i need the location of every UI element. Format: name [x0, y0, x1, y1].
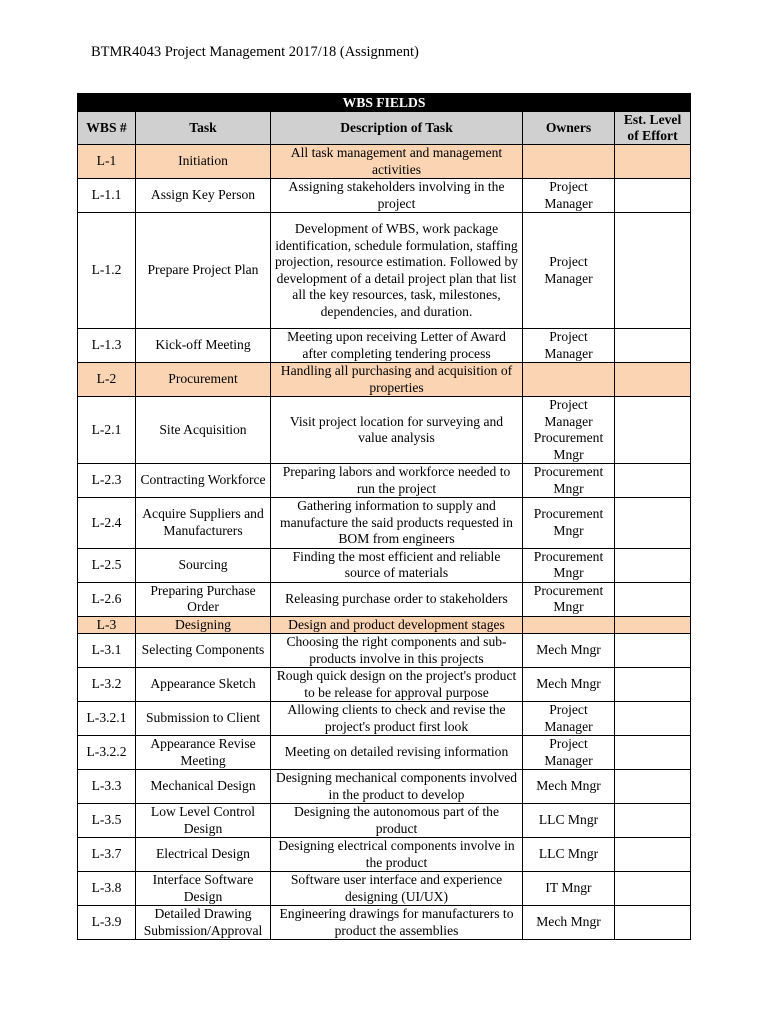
cell-task: Appearance Revise Meeting [136, 736, 271, 770]
table-row [78, 397, 691, 464]
cell-effort [615, 872, 691, 906]
cell-owners: Project Manager [523, 736, 615, 770]
column-header-wbs: WBS # [78, 112, 136, 145]
wbs-table [77, 93, 691, 940]
cell-wbs-number: L-1 [78, 145, 136, 179]
cell-description: Assigning stakeholders involving in the project [271, 179, 523, 213]
cell-owners [523, 145, 615, 179]
cell-task: Electrical Design [136, 838, 271, 872]
cell-task: Site Acquisition [136, 397, 271, 464]
column-header-description: Description of Task [271, 112, 523, 145]
table-row [78, 872, 691, 906]
cell-wbs-number: L-2.6 [78, 582, 136, 616]
table-row [78, 464, 691, 498]
cell-effort [615, 582, 691, 616]
cell-task: Appearance Sketch [136, 668, 271, 702]
document-header: BTMR4043 Project Management 2017/18 (Assignment) [91, 44, 419, 60]
cell-wbs-number: L-1.3 [78, 329, 136, 363]
cell-task: Prepare Project Plan [136, 213, 271, 329]
cell-owners: Project Manager Procurement Mngr [523, 397, 615, 464]
cell-effort [615, 213, 691, 329]
table-row [78, 329, 691, 363]
cell-owners: Project Manager [523, 179, 615, 213]
cell-task: Contracting Workforce [136, 464, 271, 498]
cell-owners: Mech Mngr [523, 668, 615, 702]
cell-owners: Procurement Mngr [523, 582, 615, 616]
cell-description: Handling all purchasing and acquisition of properties [271, 363, 523, 397]
cell-task: Assign Key Person [136, 179, 271, 213]
cell-description: Rough quick design on the project's product to be release for approval purpose [271, 668, 523, 702]
cell-task: Interface Software Design [136, 872, 271, 906]
cell-owners: LLC Mngr [523, 838, 615, 872]
cell-effort [615, 668, 691, 702]
cell-owners: IT Mngr [523, 872, 615, 906]
cell-owners: Mech Mngr [523, 906, 615, 940]
table-row [78, 213, 691, 329]
cell-effort [615, 702, 691, 736]
cell-wbs-number: L-2.4 [78, 498, 136, 549]
cell-wbs-number: L-3.9 [78, 906, 136, 940]
cell-task: Procurement [136, 363, 271, 397]
cell-description: Releasing purchase order to stakeholders [271, 582, 523, 616]
cell-owners: Mech Mngr [523, 634, 615, 668]
cell-effort [615, 145, 691, 179]
table-row [78, 736, 691, 770]
cell-description: Choosing the right components and sub-products involve in this projects [271, 634, 523, 668]
cell-effort [615, 464, 691, 498]
cell-owners [523, 363, 615, 397]
cell-wbs-number: L-3.3 [78, 770, 136, 804]
cell-effort [615, 179, 691, 213]
cell-description: Finding the most efficient and reliable source of materials [271, 548, 523, 582]
cell-task: Low Level Control Design [136, 804, 271, 838]
cell-description: Designing the autonomous part of the product [271, 804, 523, 838]
cell-effort [615, 838, 691, 872]
table-header-row [78, 112, 691, 145]
cell-task: Mechanical Design [136, 770, 271, 804]
table-row [78, 363, 691, 397]
cell-effort [615, 736, 691, 770]
cell-task: Acquire Suppliers and Manufacturers [136, 498, 271, 549]
cell-wbs-number: L-1.1 [78, 179, 136, 213]
cell-effort [615, 397, 691, 464]
cell-owners: Procurement Mngr [523, 464, 615, 498]
table-body [78, 145, 691, 940]
cell-description: Development of WBS, work package identification, schedule formulation, staffing projection, resource estimation. Followed by development of a detail project plan that list all the key resources, task, milestones, dependencies, and duration. [271, 213, 523, 329]
cell-owners: Procurement Mngr [523, 548, 615, 582]
cell-owners: Mech Mngr [523, 770, 615, 804]
cell-effort [615, 804, 691, 838]
cell-wbs-number: L-3.7 [78, 838, 136, 872]
table-banner-row [78, 94, 691, 112]
cell-effort [615, 906, 691, 940]
cell-description: Meeting on detailed revising information [271, 736, 523, 770]
cell-task: Detailed Drawing Submission/Approval [136, 906, 271, 940]
cell-owners: Project Manager [523, 329, 615, 363]
table-row [78, 145, 691, 179]
cell-description: Preparing labors and workforce needed to run the project [271, 464, 523, 498]
cell-task: Submission to Client [136, 702, 271, 736]
cell-effort [615, 498, 691, 549]
table-banner: WBS FIELDS [78, 94, 691, 112]
table-row [78, 770, 691, 804]
cell-description: Gathering information to supply and manufacture the said products requested in BOM from engineers [271, 498, 523, 549]
table-row [78, 548, 691, 582]
cell-wbs-number: L-3.2.2 [78, 736, 136, 770]
cell-effort [615, 616, 691, 634]
cell-effort [615, 770, 691, 804]
cell-wbs-number: L-2.3 [78, 464, 136, 498]
cell-owners: LLC Mngr [523, 804, 615, 838]
cell-description: All task management and management activities [271, 145, 523, 179]
table-row [78, 498, 691, 549]
cell-wbs-number: L-1.2 [78, 213, 136, 329]
cell-owners [523, 616, 615, 634]
table-row [78, 179, 691, 213]
cell-wbs-number: L-3.2 [78, 668, 136, 702]
cell-owners: Project Manager [523, 213, 615, 329]
table-row [78, 582, 691, 616]
table-row [78, 838, 691, 872]
cell-wbs-number: L-2 [78, 363, 136, 397]
cell-description: Designing mechanical components involved in the product to develop [271, 770, 523, 804]
cell-description: Visit project location for surveying and value analysis [271, 397, 523, 464]
cell-effort [615, 634, 691, 668]
cell-effort [615, 548, 691, 582]
cell-wbs-number: L-2.1 [78, 397, 136, 464]
column-header-owners: Owners [523, 112, 615, 145]
cell-description: Allowing clients to check and revise the project's product first look [271, 702, 523, 736]
table-row [78, 906, 691, 940]
cell-effort [615, 329, 691, 363]
cell-effort [615, 363, 691, 397]
column-header-effort: Est. Level of Effort [615, 112, 691, 145]
column-header-task: Task [136, 112, 271, 145]
cell-description: Software user interface and experience designing (UI/UX) [271, 872, 523, 906]
cell-task: Kick-off Meeting [136, 329, 271, 363]
table-row [78, 668, 691, 702]
cell-task: Selecting Components [136, 634, 271, 668]
cell-description: Engineering drawings for manufacturers to product the assemblies [271, 906, 523, 940]
cell-description: Meeting upon receiving Letter of Award after completing tendering process [271, 329, 523, 363]
cell-wbs-number: L-3.2.1 [78, 702, 136, 736]
cell-wbs-number: L-2.5 [78, 548, 136, 582]
table-row [78, 702, 691, 736]
cell-description: Design and product development stages [271, 616, 523, 634]
cell-task: Initiation [136, 145, 271, 179]
cell-description: Designing electrical components involve in the product [271, 838, 523, 872]
cell-owners: Project Manager [523, 702, 615, 736]
cell-owners: Procurement Mngr [523, 498, 615, 549]
cell-task: Preparing Purchase Order [136, 582, 271, 616]
cell-task: Sourcing [136, 548, 271, 582]
table-row [78, 616, 691, 634]
cell-wbs-number: L-3.8 [78, 872, 136, 906]
cell-task: Designing [136, 616, 271, 634]
cell-wbs-number: L-3.5 [78, 804, 136, 838]
cell-wbs-number: L-3 [78, 616, 136, 634]
cell-wbs-number: L-3.1 [78, 634, 136, 668]
table-row [78, 804, 691, 838]
table-row [78, 634, 691, 668]
